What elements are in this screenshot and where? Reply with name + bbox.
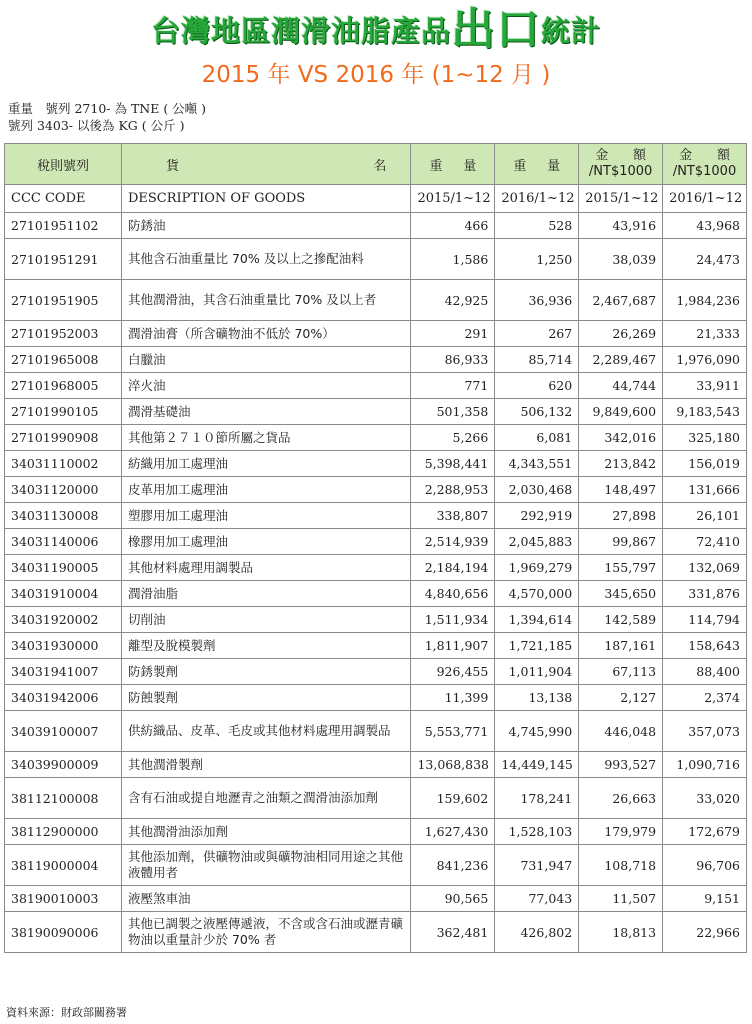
- cell-description: 塑膠用加工處理油: [121, 503, 410, 529]
- header-weight-2015: 重 量: [411, 144, 495, 185]
- cell-description: 含有石油或提自地瀝青之油類之潤滑油添加劑: [121, 778, 410, 819]
- cell-weight-2015: 1,586: [411, 239, 495, 280]
- subheader-amount-2016: 2016/1~12: [663, 185, 747, 213]
- cell-description: 白臘油: [121, 347, 410, 373]
- cell-code: 34031910004: [5, 581, 122, 607]
- cell-weight-2016: 1,528,103: [495, 819, 579, 845]
- cell-weight-2015: 291: [411, 321, 495, 347]
- cell-amount-2015: 148,497: [579, 477, 663, 503]
- subheader-weight-2015: 2015/1~12: [411, 185, 495, 213]
- cell-weight-2015: 1,511,934: [411, 607, 495, 633]
- cell-description: 橡膠用加工處理油: [121, 529, 410, 555]
- cell-description: 防蝕製劑: [121, 685, 410, 711]
- header-amount-2016-unit: /NT$1000: [672, 164, 737, 179]
- cell-amount-2015: 993,527: [579, 752, 663, 778]
- cell-code: 34031130008: [5, 503, 122, 529]
- cell-amount-2016: 156,019: [663, 451, 747, 477]
- cell-amount-2016: 331,876: [663, 581, 747, 607]
- cell-weight-2015: 4,840,656: [411, 581, 495, 607]
- cell-amount-2016: 96,706: [663, 845, 747, 886]
- cell-amount-2015: 108,718: [579, 845, 663, 886]
- cell-code: 34031140006: [5, 529, 122, 555]
- cell-code: 38112100008: [5, 778, 122, 819]
- cell-amount-2016: 24,473: [663, 239, 747, 280]
- table-row: [5, 213, 747, 239]
- cell-amount-2016: 1,984,236: [663, 280, 747, 321]
- cell-description: 其他添加劑，供礦物油或與礦物油相同用途之其他液體用者: [121, 845, 410, 886]
- table-row: [5, 555, 747, 581]
- cell-description: 潤滑油膏（所含礦物油不低於 70%）: [121, 321, 410, 347]
- cell-amount-2015: 446,048: [579, 711, 663, 752]
- cell-amount-2016: 43,968: [663, 213, 747, 239]
- cell-weight-2015: 42,925: [411, 280, 495, 321]
- cell-weight-2015: 926,455: [411, 659, 495, 685]
- cell-weight-2016: 6,081: [495, 425, 579, 451]
- cell-description: 皮革用加工處理油: [121, 477, 410, 503]
- cell-weight-2016: 4,570,000: [495, 581, 579, 607]
- cell-description: 其他潤滑製劑: [121, 752, 410, 778]
- cell-weight-2016: 1,969,279: [495, 555, 579, 581]
- subheader-weight-2016: 2016/1~12: [495, 185, 579, 213]
- cell-amount-2016: 131,666: [663, 477, 747, 503]
- table-row: [5, 845, 747, 886]
- table-row: [5, 886, 747, 912]
- cell-code: 27101952003: [5, 321, 122, 347]
- cell-weight-2015: 11,399: [411, 685, 495, 711]
- table-row: [5, 912, 747, 953]
- page-title: [151, 4, 601, 57]
- cell-code: 34031941007: [5, 659, 122, 685]
- cell-amount-2015: 26,269: [579, 321, 663, 347]
- cell-amount-2015: 2,289,467: [579, 347, 663, 373]
- cell-description: 切削油: [121, 607, 410, 633]
- header-code: 稅則號列: [5, 144, 122, 185]
- cell-amount-2016: 1,976,090: [663, 347, 747, 373]
- cell-amount-2016: 2,374: [663, 685, 747, 711]
- cell-weight-2015: 338,807: [411, 503, 495, 529]
- cell-weight-2016: 292,919: [495, 503, 579, 529]
- cell-amount-2016: 9,183,543: [663, 399, 747, 425]
- cell-weight-2016: 2,045,883: [495, 529, 579, 555]
- table-header-row: [5, 144, 747, 185]
- cell-description: 其他含石油重量比 70% 及以上之摻配油料: [121, 239, 410, 280]
- title-suffix: 統計: [541, 14, 602, 48]
- cell-weight-2016: 1,394,614: [495, 607, 579, 633]
- cell-weight-2016: 13,138: [495, 685, 579, 711]
- cell-code: 27101990908: [5, 425, 122, 451]
- cell-weight-2015: 2,514,939: [411, 529, 495, 555]
- cell-weight-2015: 86,933: [411, 347, 495, 373]
- header-amount-2015: [579, 144, 663, 185]
- cell-amount-2015: 27,898: [579, 503, 663, 529]
- cell-code: 34039900009: [5, 752, 122, 778]
- page-subtitle: 2015 年 VS 2016 年 (1~12 月 ): [201, 62, 551, 88]
- cell-weight-2016: 426,802: [495, 912, 579, 953]
- cell-description: 其他材料處理用調製品: [121, 555, 410, 581]
- table-row: [5, 477, 747, 503]
- table-row: [5, 280, 747, 321]
- cell-amount-2016: 21,333: [663, 321, 747, 347]
- cell-code: 27101951102: [5, 213, 122, 239]
- cell-code: 27101968005: [5, 373, 122, 399]
- cell-code: 38112900000: [5, 819, 122, 845]
- cell-weight-2015: 2,184,194: [411, 555, 495, 581]
- cell-weight-2016: 620: [495, 373, 579, 399]
- cell-weight-2015: 13,068,838: [411, 752, 495, 778]
- cell-amount-2016: 88,400: [663, 659, 747, 685]
- table-row: [5, 633, 747, 659]
- cell-amount-2015: 43,916: [579, 213, 663, 239]
- cell-amount-2015: 342,016: [579, 425, 663, 451]
- cell-amount-2016: 22,966: [663, 912, 747, 953]
- header-description: 貨 名: [121, 144, 410, 185]
- cell-weight-2016: 1,250: [495, 239, 579, 280]
- cell-amount-2016: 72,410: [663, 529, 747, 555]
- cell-description: 離型及脫模製劑: [121, 633, 410, 659]
- cell-weight-2015: 5,398,441: [411, 451, 495, 477]
- table-row: [5, 778, 747, 819]
- table-row: [5, 752, 747, 778]
- cell-amount-2015: 142,589: [579, 607, 663, 633]
- cell-weight-2015: 841,236: [411, 845, 495, 886]
- cell-weight-2016: 1,011,904: [495, 659, 579, 685]
- subheader-ccc-code: CCC CODE: [5, 185, 122, 213]
- cell-amount-2016: 172,679: [663, 819, 747, 845]
- table-row: [5, 373, 747, 399]
- table-row: [5, 399, 747, 425]
- data-source: 資料來源：財政部關務署: [6, 1006, 127, 1019]
- cell-weight-2016: 1,721,185: [495, 633, 579, 659]
- cell-code: 34031920002: [5, 607, 122, 633]
- cell-amount-2015: 213,842: [579, 451, 663, 477]
- cell-amount-2015: 345,650: [579, 581, 663, 607]
- cell-code: 38190010003: [5, 886, 122, 912]
- cell-weight-2016: 4,745,990: [495, 711, 579, 752]
- cell-weight-2015: 5,266: [411, 425, 495, 451]
- cell-amount-2016: 1,090,716: [663, 752, 747, 778]
- cell-code: 34031190005: [5, 555, 122, 581]
- cell-weight-2016: 36,936: [495, 280, 579, 321]
- table-row: [5, 659, 747, 685]
- cell-amount-2016: 158,643: [663, 633, 747, 659]
- cell-amount-2015: 38,039: [579, 239, 663, 280]
- table-row: [5, 819, 747, 845]
- cell-description: 其他潤滑油，其含石油重量比 70% 及以上者: [121, 280, 410, 321]
- table-row: [5, 239, 747, 280]
- title-emphasis: 出口: [451, 4, 541, 55]
- cell-code: 27101951291: [5, 239, 122, 280]
- cell-description: 其他第２７１０節所屬之貨品: [121, 425, 410, 451]
- header-weight-2016: 重 量: [495, 144, 579, 185]
- cell-amount-2015: 155,797: [579, 555, 663, 581]
- cell-amount-2016: 114,794: [663, 607, 747, 633]
- cell-weight-2015: 159,602: [411, 778, 495, 819]
- cell-amount-2015: 2,467,687: [579, 280, 663, 321]
- cell-code: 27101951905: [5, 280, 122, 321]
- cell-amount-2015: 18,813: [579, 912, 663, 953]
- header-amount-2016-label: 金 額: [679, 148, 730, 163]
- table-row: [5, 607, 747, 633]
- cell-code: 38119000004: [5, 845, 122, 886]
- header-amount-2015-unit: /NT$1000: [588, 164, 653, 179]
- cell-amount-2015: 187,161: [579, 633, 663, 659]
- cell-weight-2016: 178,241: [495, 778, 579, 819]
- cell-description: 供紡織品、皮革、毛皮或其他材料處理用調製品: [121, 711, 410, 752]
- cell-description: 潤滑油脂: [121, 581, 410, 607]
- cell-description: 其他已調製之液壓傳遞液，不含或含石油或瀝青礦物油以重量計少於 70% 者: [121, 912, 410, 953]
- header-amount-2016: [663, 144, 747, 185]
- table-subheader-row: [5, 185, 747, 213]
- cell-amount-2016: 33,911: [663, 373, 747, 399]
- table-row: [5, 347, 747, 373]
- cell-description: 防銹油: [121, 213, 410, 239]
- cell-description: 防銹製劑: [121, 659, 410, 685]
- subheader-amount-2015: 2015/1~12: [579, 185, 663, 213]
- cell-amount-2016: 33,020: [663, 778, 747, 819]
- cell-code: 34031120000: [5, 477, 122, 503]
- table-row: [5, 451, 747, 477]
- cell-weight-2016: 14,449,145: [495, 752, 579, 778]
- cell-amount-2016: 9,151: [663, 886, 747, 912]
- cell-weight-2015: 5,553,771: [411, 711, 495, 752]
- cell-amount-2016: 132,069: [663, 555, 747, 581]
- cell-code: 27101965008: [5, 347, 122, 373]
- cell-amount-2015: 67,113: [579, 659, 663, 685]
- cell-weight-2016: 2,030,468: [495, 477, 579, 503]
- cell-code: 34031110002: [5, 451, 122, 477]
- table-row: [5, 581, 747, 607]
- cell-amount-2016: 325,180: [663, 425, 747, 451]
- cell-description: 淬火油: [121, 373, 410, 399]
- cell-amount-2015: 179,979: [579, 819, 663, 845]
- cell-description: 液壓煞車油: [121, 886, 410, 912]
- cell-weight-2015: 501,358: [411, 399, 495, 425]
- title-wrap: [0, 4, 752, 57]
- cell-weight-2016: 77,043: [495, 886, 579, 912]
- header-amount-2015-label: 金 額: [595, 148, 647, 163]
- cell-description: 紡織用加工處理油: [121, 451, 410, 477]
- cell-amount-2015: 99,867: [579, 529, 663, 555]
- cell-amount-2015: 11,507: [579, 886, 663, 912]
- cell-amount-2016: 357,073: [663, 711, 747, 752]
- cell-weight-2016: 4,343,551: [495, 451, 579, 477]
- table-row: [5, 425, 747, 451]
- cell-weight-2016: 506,132: [495, 399, 579, 425]
- cell-code: 34031930000: [5, 633, 122, 659]
- cell-weight-2016: 731,947: [495, 845, 579, 886]
- cell-weight-2016: 85,714: [495, 347, 579, 373]
- cell-amount-2015: 26,663: [579, 778, 663, 819]
- cell-weight-2016: 528: [495, 213, 579, 239]
- table-row: [5, 529, 747, 555]
- cell-weight-2015: 362,481: [411, 912, 495, 953]
- cell-weight-2016: 267: [495, 321, 579, 347]
- export-stats-table: [4, 143, 747, 953]
- unit-note-2: 號列 3403- 以後為 KG ( 公斤 ): [8, 118, 185, 133]
- title-prefix: 台灣地區潤滑油脂產品: [150, 14, 451, 48]
- subheader-description: DESCRIPTION OF GOODS: [121, 185, 410, 213]
- cell-amount-2015: 44,744: [579, 373, 663, 399]
- cell-code: 34031942006: [5, 685, 122, 711]
- cell-weight-2015: 1,627,430: [411, 819, 495, 845]
- cell-description: 其他潤滑油添加劑: [121, 819, 410, 845]
- cell-amount-2015: 2,127: [579, 685, 663, 711]
- table-row: [5, 503, 747, 529]
- table-row: [5, 321, 747, 347]
- cell-description: 潤滑基礎油: [121, 399, 410, 425]
- unit-note-1: 重量 號列 2710- 為 TNE ( 公噸 ): [8, 101, 207, 116]
- cell-weight-2015: 90,565: [411, 886, 495, 912]
- cell-code: 34039100007: [5, 711, 122, 752]
- cell-amount-2015: 9,849,600: [579, 399, 663, 425]
- cell-weight-2015: 771: [411, 373, 495, 399]
- cell-weight-2015: 466: [411, 213, 495, 239]
- table-row: [5, 685, 747, 711]
- cell-weight-2015: 1,811,907: [411, 633, 495, 659]
- cell-weight-2015: 2,288,953: [411, 477, 495, 503]
- cell-code: 27101990105: [5, 399, 122, 425]
- table-row: [5, 711, 747, 752]
- cell-amount-2016: 26,101: [663, 503, 747, 529]
- cell-code: 38190090006: [5, 912, 122, 953]
